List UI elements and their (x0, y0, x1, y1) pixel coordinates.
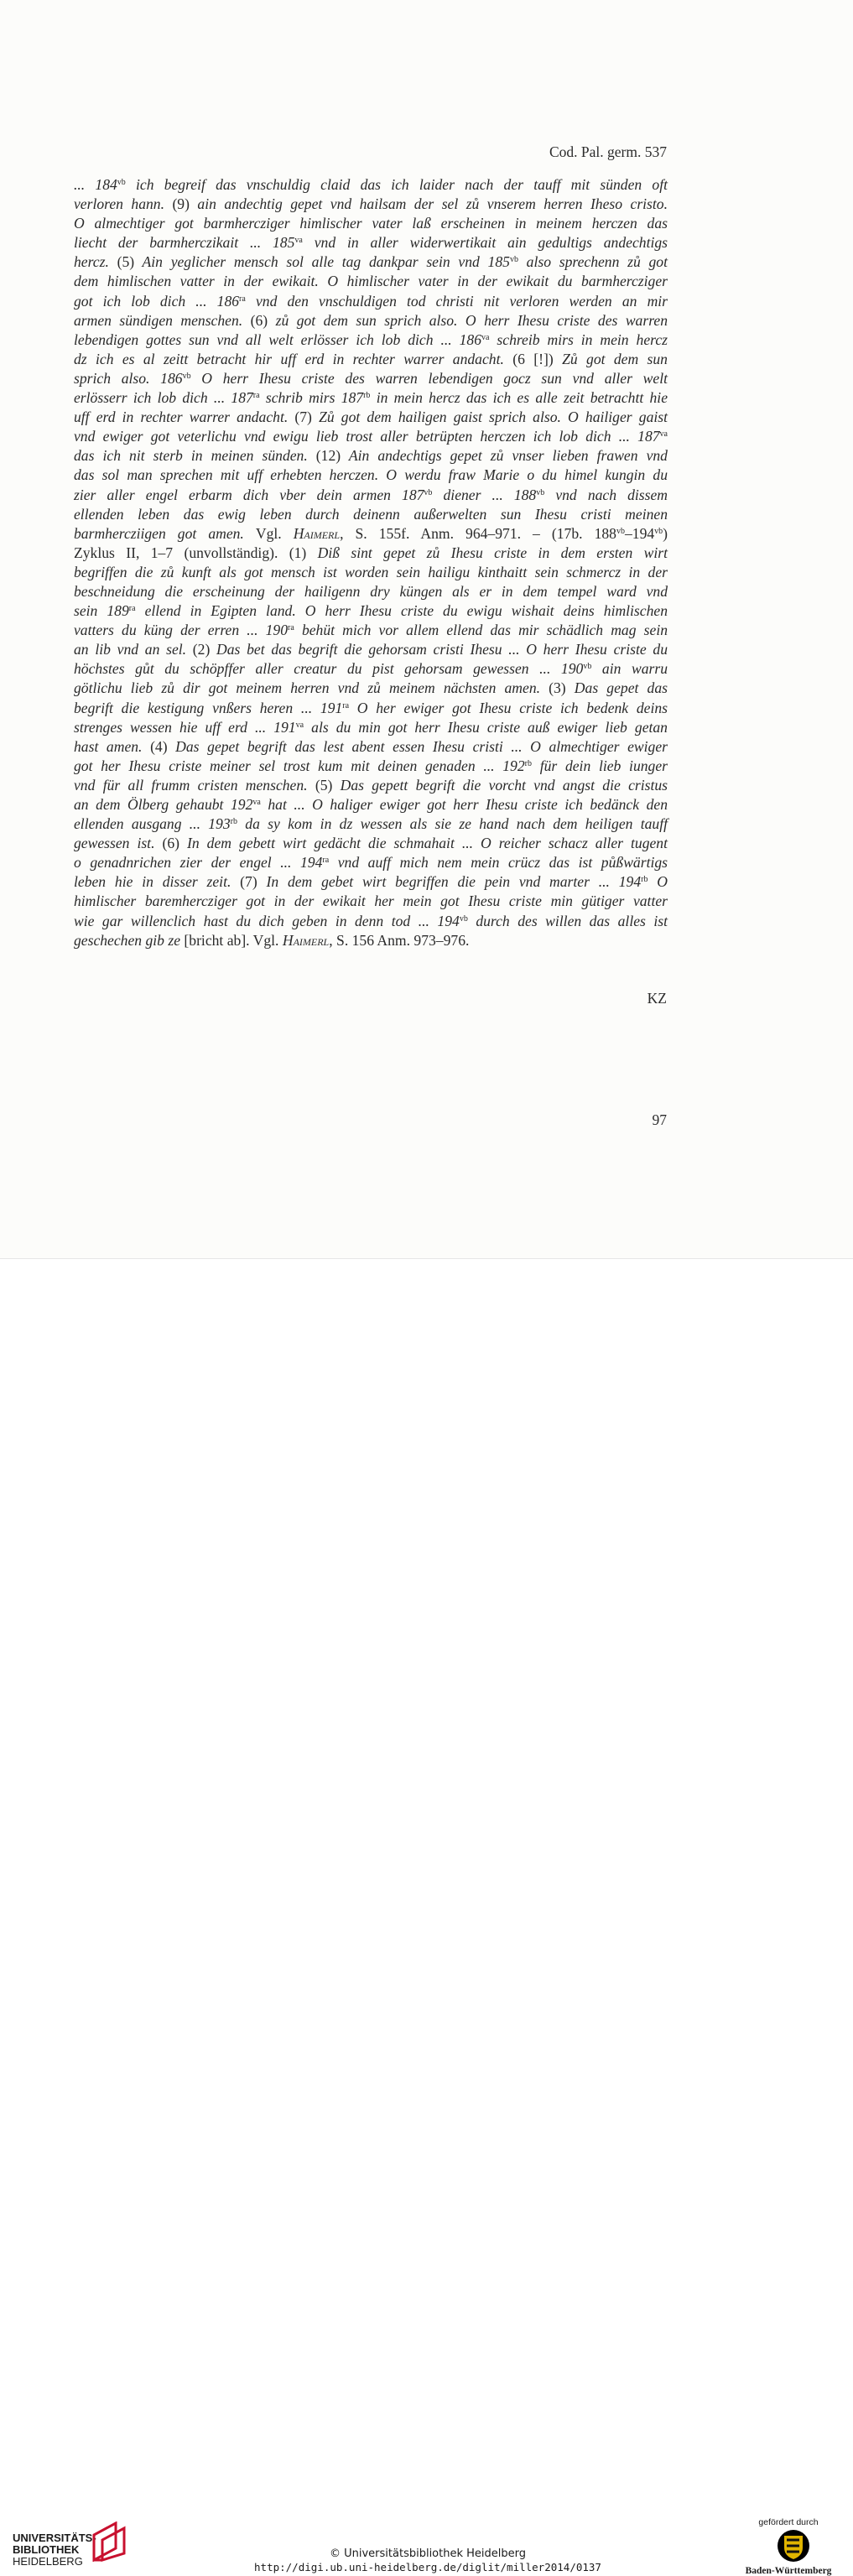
text-segment: ... 184 (74, 176, 117, 193)
text-segment: das ich nit sterb in meinen sünden. (74, 447, 316, 465)
text-segment: Zů got dem sun (553, 350, 668, 367)
text-line (74, 659, 668, 679)
text-segment: für dein lieb iunger (531, 757, 668, 774)
text-segment: da sy kom in dz wessen als sie ze hand nach dem heiligen tauff (237, 815, 668, 833)
roman-text: (2) (192, 641, 211, 658)
text-segment: hercz. (74, 253, 117, 271)
viewer-footer (0, 1258, 853, 2576)
folio-superscript: ra (239, 294, 246, 304)
text-segment: himlischer baremhercziger got in der ewikait her mein got Ihesu criste min gütiger vatter (74, 892, 668, 910)
folio-superscript: ra (288, 623, 294, 633)
text-segment: got ich lob dich ... 186 (74, 292, 240, 310)
text-segment: vnd in aller widerwertikait ain gedultigs andechtigs (302, 234, 668, 252)
text-segment: götlichu lieb zů dir got meinem herren vnd zů meinem nächsten amen. (74, 679, 549, 697)
text-line (74, 175, 668, 195)
roman-text: (4) (150, 737, 168, 755)
text-line (74, 524, 668, 544)
folio-superscript: rb (363, 391, 371, 401)
funder-name: Baden-Württemberg (745, 2566, 832, 2576)
text-segment: vnd ewiger got veterlichu vnd ewigu lieb trost aller betrüpten herczen ich lob dich ... 187 (74, 428, 660, 445)
roman-text: (7) (240, 873, 257, 891)
text-segment: zier aller engel erbarm dich vber dein armen 187 (74, 486, 424, 503)
text-line (74, 853, 668, 872)
text-line (74, 330, 668, 350)
author-initials: KZ (647, 990, 667, 1007)
roman-text: –194 (624, 524, 655, 542)
roman-text: (6 [!]) (512, 350, 554, 367)
text-segment: barmhercziigen got amen. (74, 524, 256, 542)
text-line (74, 834, 668, 853)
folio-superscript: va (295, 720, 304, 730)
text-segment: O (648, 873, 668, 891)
text-segment: beschneidung die erscheinung der hailigenn dry küngen als er in dem tempel ward vnd (74, 582, 668, 600)
text-segment: also sprechenn zů got (518, 253, 668, 271)
funded-by-label: gefördert durch (758, 2517, 819, 2527)
text-segment: höchstes gůt du schöpffer aller creatur du pist gehorsam gewessen ... 190 (74, 660, 584, 678)
text-segment: dz ich es al zeitt betracht hir uff erd in rechter warrer andacht. (74, 350, 513, 367)
text-segment: an dem Ölberg gehaubt 192 (74, 796, 253, 813)
folio-superscript: va (659, 429, 668, 440)
text-line (74, 408, 668, 427)
text-line (74, 621, 668, 640)
logo-line-2: BIBLIOTHEK (13, 2543, 80, 2556)
text-segment: uff erd in rechter warrer andacht. (74, 409, 295, 426)
folio-superscript: vb (583, 662, 592, 672)
text-segment: schreib mirs in mein hercz (489, 330, 668, 348)
text-line (74, 912, 668, 931)
text-segment: Zyklus II, 1–7 (unvollständig). (1) (74, 544, 318, 561)
text-segment: sprich also. 186 (74, 369, 183, 387)
folio-superscript: vb (424, 487, 433, 497)
roman-text: (6) (250, 311, 268, 329)
text-line (74, 757, 668, 776)
roman-text: , S. 155f. Anm. 964–971. – (17b. 188 (340, 524, 616, 542)
folio-superscript: rb (641, 875, 648, 885)
copyright-notice: © Universitätsbibliothek Heidelberg (329, 2547, 526, 2560)
text-line (74, 640, 668, 659)
text-segment: vnd auff mich nem mein crücz das ist půßwärtigs (329, 854, 668, 872)
text-segment: ain andechtig gepet vnd hailsam der sel zů vnserem herren Iheso cristo. (189, 195, 668, 213)
text-segment: vnd nach dissem (544, 486, 668, 503)
folio-superscript: vb (536, 487, 545, 497)
text-segment: sein 189 (74, 602, 129, 620)
folio-superscript: vb (182, 371, 191, 381)
logo-line-3: HEIDELBERG (13, 2555, 83, 2568)
text-line (74, 369, 668, 388)
folio-superscript: vb (509, 255, 518, 265)
text-segment: O her ewiger got Ihesu criste ich bedenk deins (349, 699, 668, 716)
folio-superscript: rb (230, 817, 237, 827)
logo-line-1: UNIVERSITÄTS- (13, 2532, 96, 2544)
roman-text: ) (663, 524, 668, 542)
catalog-entry-text (74, 175, 668, 950)
folio-superscript: ra (342, 700, 350, 710)
text-segment: leben hie in disser zeit. (74, 873, 241, 891)
text-line (74, 563, 668, 582)
italic-text: Diß sint gepet zů Ihesu criste in dem ersten wirt (317, 544, 668, 561)
text-segment: Ain andechtigs gepet zů vnser lieben frawen vnd (341, 447, 668, 465)
text-line (74, 931, 668, 950)
text-segment: ellenden ausgang ... 193 (74, 815, 231, 833)
text-segment: vatters du küng der erren ... 190 (74, 622, 289, 639)
text-line (74, 699, 668, 718)
roman-text: (7) (294, 409, 312, 426)
text-segment: vnd für all frumm cristen menschen. (74, 776, 315, 794)
text-segment: got her Ihesu criste meiner sel trost kum mit deinen genaden ... 192 (74, 757, 525, 774)
text-segment: geschechen gib ze (74, 931, 185, 949)
text-line (74, 233, 668, 252)
text-segment: ich begreif das vnschuldig claid das ich laider nach der tauff mit sünden oft (125, 176, 668, 193)
text-segment: ain warru (591, 660, 668, 678)
text-line (74, 311, 668, 330)
roman-text: Vgl. (255, 524, 294, 542)
roman-text: [bricht ab]. Vgl. (184, 931, 283, 949)
text-line (74, 737, 668, 757)
text-segment: dem himlischen vatter in der ewikait. O himlischer vater in der ewikait du barmhercziger (74, 273, 668, 290)
roman-text: (12) (315, 447, 341, 465)
text-line (74, 718, 668, 737)
text-segment: durch des willen das alles ist (467, 912, 668, 929)
roman-text: , S. 156 Anm. 973–976. (329, 931, 470, 949)
text-line (74, 872, 668, 892)
text-segment: Das gepet das (565, 679, 668, 697)
roman-text: (3) (549, 679, 566, 697)
text-line (74, 272, 668, 291)
text-line (74, 388, 668, 408)
page-number: 97 (652, 1111, 667, 1128)
baden-wuerttemberg-crest-icon[interactable] (776, 2528, 811, 2563)
folio-superscript: ra (128, 604, 136, 614)
text-line (74, 679, 668, 698)
text-line (74, 892, 668, 911)
text-segment: O herr Ihesu criste des warren lebendigen gocz sun vnd aller welt (190, 369, 668, 387)
text-line (74, 252, 668, 272)
text-segment: ellend in Egipten land. O herr Ihesu criste du ewigu wishait deins himlischen (135, 602, 668, 620)
text-segment: In dem gebett wirt gedächt die schmahait ... O reicher schacz aller tugent (179, 835, 668, 852)
text-segment: begrift die kestigung vnßers heren ... 191 (74, 699, 343, 716)
folio-superscript: vb (459, 913, 468, 924)
author-name-smallcaps: Haimerl (282, 931, 330, 949)
text-line (74, 292, 668, 311)
text-segment: erlösserr ich lob dich ... 187 (74, 389, 253, 407)
text-line (74, 776, 668, 795)
text-segment: In dem gebet wirt begriffen die pein vnd marter ... 194 (257, 873, 642, 891)
text-segment: O almechtiger got barmhercziger himlischer vater laß erscheinen in meinem herczen das (74, 215, 668, 232)
folio-superscript: vb (616, 526, 625, 536)
text-line (74, 505, 668, 524)
folio-superscript: va (252, 798, 261, 807)
text-segment: schrib mirs 187 (259, 389, 364, 407)
text-segment: armen sündigen menschen. (74, 311, 251, 329)
ub-heidelberg-logo-icon[interactable] (91, 2521, 128, 2562)
text-segment: zů got dem sun sprich also. O herr Ihesu criste des warren (268, 311, 668, 329)
text-line (74, 486, 668, 505)
roman-text: (5) (315, 776, 333, 794)
permalink-url[interactable]: http://digi.ub.uni-heidelberg.de/diglit/miller2014/0137 (254, 2561, 601, 2573)
folio-superscript: va (294, 236, 303, 246)
running-header: Cod. Pal. germ. 537 (549, 143, 667, 160)
scanned-page (0, 0, 853, 1258)
text-segment: das sol man sprechen mit uff erhebten herczen. O werdu fraw Marie o du himel kungin du (74, 466, 668, 484)
folio-superscript: vb (654, 526, 663, 536)
folio-superscript: vb (117, 178, 126, 187)
text-segment: gewessen ist. (74, 835, 163, 852)
text-line (74, 446, 668, 466)
text-segment: hast amen. (74, 737, 151, 755)
text-segment: behüt mich vor allem ellend das mir schädlich mag sein (294, 622, 668, 639)
text-segment: verloren hann. (74, 195, 173, 213)
roman-text: (6) (162, 835, 179, 852)
ub-heidelberg-logo-text[interactable] (13, 2532, 96, 2568)
text-line (74, 814, 668, 834)
text-segment: ellenden leben das ewig leben durch deinenn außerwelten sun Ihesu cristi meinen (74, 505, 668, 523)
text-line (74, 350, 668, 369)
text-segment: liecht der barmherczikait ... 185 (74, 234, 295, 252)
folio-superscript: rb (524, 758, 532, 768)
text-segment: in mein hercz das ich es alle zeit betrachtt hie (370, 389, 668, 407)
text-segment: lebendigen gottes sun vnd all welt erlösser ich lob dich ... 186 (74, 330, 481, 348)
text-segment: o genadnrichen zier der engel ... 194 (74, 854, 323, 872)
text-segment: hat ... O haliger ewiger got herr Ihesu criste ich bedänck den (260, 796, 668, 813)
folio-superscript: ra (322, 856, 330, 866)
text-line (74, 466, 668, 485)
text-segment: begriffen die zů kunft als got mensch ist worden sein hailigu kinthaitt sein schmercz in der (74, 563, 668, 580)
text-segment: strenges wessen hie uff erd ... 191 (74, 718, 296, 736)
text-segment: an lib vnd an sel. (74, 641, 193, 658)
text-line (74, 795, 668, 814)
text-segment: Zů got dem hailigen gaist sprich also. O hailiger gaist (311, 409, 668, 426)
text-line (74, 195, 668, 214)
roman-text: (5) (117, 253, 135, 271)
roman-text: (9) (172, 195, 190, 213)
text-segment: als du min got herr Ihesu criste auß ewiger lieb getan (304, 718, 668, 736)
text-segment: vnd den vnschuldigen tod christi nit verloren werden an mir (245, 292, 668, 310)
text-line (74, 544, 668, 563)
text-segment: diener ... 188 (432, 486, 537, 503)
text-segment: wie gar willenclich hast du dich geben in denn tod ... 194 (74, 912, 460, 929)
text-segment: Das bet das begrift die gehorsam cristi Ihesu ... O herr Ihesu criste du (210, 641, 668, 658)
text-line (74, 427, 668, 446)
folio-superscript: va (481, 332, 490, 342)
folio-superscript: ra (252, 391, 260, 401)
text-segment: Das gepet begrift das lest abent essen Ihesu cristi ... O almechtiger ewiger (167, 737, 668, 755)
text-line (74, 601, 668, 621)
author-name-smallcaps: Haimerl (293, 524, 341, 542)
text-segment: Ain yeglicher mensch sol alle tag dankpar sein vnd 185 (134, 253, 510, 271)
text-line (74, 214, 668, 233)
text-line (74, 582, 668, 601)
text-segment: Das gepett begrift die vorcht vnd angst die cristus (332, 776, 668, 794)
